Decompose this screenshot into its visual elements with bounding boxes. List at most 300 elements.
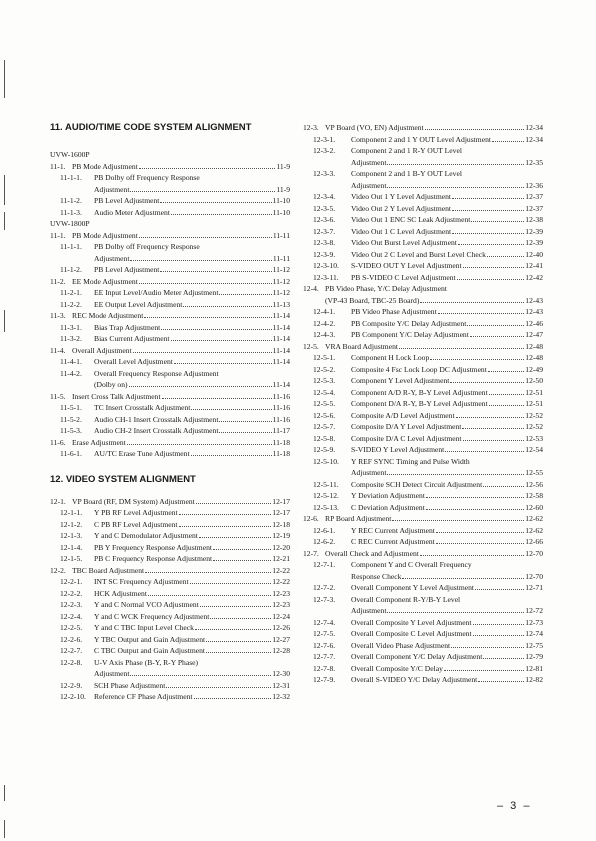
entry-title: AU/TC Erase Tune Adjustment	[94, 449, 190, 458]
toc-entry	[303, 193, 543, 201]
leader-dots	[191, 404, 271, 410]
entry-number: 12-3-5.	[313, 203, 336, 213]
entry-number: 12-3-2.	[313, 146, 336, 155]
entry-title: S-VIDEO OUT Y Level Adjustment	[351, 261, 462, 270]
entry-title: TBC Board Adjustment	[72, 565, 145, 575]
toc-entry	[50, 670, 290, 678]
toc-entry	[303, 527, 543, 535]
binder-mark	[4, 175, 5, 205]
entry-title: Overall Video Phase Adjustment	[351, 640, 451, 650]
entry-number: 12-5-9.	[313, 445, 336, 454]
entry-page: 12-35	[525, 157, 543, 167]
entry-number: 12-6-1.	[313, 525, 336, 535]
leader-dots	[200, 601, 271, 607]
entry-title: Y REC Current Adjustment	[351, 525, 435, 535]
toc-entry	[50, 613, 290, 621]
toc-entry	[50, 289, 290, 297]
toc-entry	[303, 331, 543, 339]
entry-title: UVW-1800P	[50, 219, 90, 228]
entry-title: VP Board (RF, DM System) Adjustment	[72, 496, 195, 506]
entry-number: 12-1-2.	[60, 519, 83, 529]
entry-page: 12-34	[525, 123, 543, 132]
entry-page: 12-26	[272, 623, 290, 632]
entry-title: S-VIDEO Y Level Adjustment	[351, 445, 445, 454]
toc-entry	[50, 498, 290, 506]
entry-page: 12-70	[525, 571, 543, 581]
entry-title: PB Y Frequency Response Adjustment	[94, 542, 212, 552]
entry-number: 11-4.	[50, 345, 66, 355]
entry-page: 12-24	[272, 611, 290, 621]
entry-page: 12-54	[525, 445, 543, 454]
entry-title: Video Out 1 Y Level Adjustment	[351, 192, 452, 201]
leader-dots	[473, 619, 525, 625]
toc-entry	[50, 509, 290, 517]
entry-title: C TBC Output and Gain Adjustment	[94, 646, 206, 655]
entry-title: UVW-1600P	[50, 150, 90, 159]
entry-number: 12-7-5.	[313, 629, 336, 638]
entry-number: 12-5-12.	[313, 491, 339, 500]
entry-page: 11-16	[272, 403, 290, 412]
toc-entry	[50, 624, 290, 632]
toc-entry	[303, 515, 543, 523]
entry-page: 12-72	[525, 606, 543, 615]
entry-page: 12-42	[525, 272, 543, 282]
toc-entry	[50, 521, 290, 529]
entry-number: 11-6.	[50, 437, 66, 447]
toc-entry	[50, 243, 290, 251]
leader-dots	[426, 504, 524, 510]
entry-number: 11-5-1.	[60, 403, 82, 412]
entry-title: Composite D/A C Level Adjustment	[351, 433, 462, 443]
entry-title: U-V Axis Phase (B-Y, R-Y Phase)	[94, 657, 199, 667]
entry-title: Video Out Burst Level Adjustment	[351, 238, 457, 247]
entry-number: 12-1-4.	[60, 542, 83, 552]
binder-mark	[4, 60, 5, 98]
leader-dots	[471, 216, 524, 222]
entry-number: 12-5.	[303, 341, 319, 351]
entry-title: Audio Meter Adjustment	[94, 207, 170, 217]
entry-page: 12-17	[272, 508, 290, 517]
entry-title: Adjustment	[351, 157, 387, 167]
toc-entry	[303, 354, 543, 362]
entry-number: 12-2-3.	[60, 600, 83, 609]
leader-dots	[452, 228, 524, 234]
toc-entry	[50, 278, 290, 286]
toc-entry	[303, 297, 543, 305]
entry-page: 11-13	[272, 299, 290, 309]
toc-entry	[50, 439, 290, 447]
leader-dots	[483, 653, 524, 659]
entry-number: 12-5-8.	[313, 433, 336, 443]
entry-number: 12-3-1.	[313, 134, 336, 144]
leader-dots	[171, 209, 272, 215]
entry-page: 11-12	[272, 276, 290, 286]
entry-page: 12-46	[525, 318, 543, 328]
entry-page: 11-14	[272, 322, 290, 332]
entry-page: 12-39	[525, 238, 543, 247]
entry-number: 12-3-4.	[313, 192, 336, 201]
entry-title: PB Dolby off Frequency Response	[94, 173, 200, 182]
entry-title: Audio CH-1 Insert Crosstalk Adjustment	[94, 414, 219, 424]
toc-entry	[303, 343, 543, 351]
leader-dots	[456, 412, 525, 418]
toc-entry	[50, 232, 290, 240]
leader-dots	[179, 509, 272, 515]
toc-entry	[303, 561, 543, 569]
entry-number: 12-2-1.	[60, 577, 83, 586]
entry-title: Adjustment	[94, 669, 130, 678]
entry-title: PB C Frequency Response Adjustment	[94, 554, 213, 563]
entry-title: SCH Phase Adjustment	[94, 680, 166, 690]
leader-dots	[213, 544, 271, 550]
leader-dots	[127, 439, 272, 445]
entry-title: Overall Composite Y Level Adjustment	[351, 617, 472, 627]
entry-title: PB Level Adjustment	[94, 196, 160, 205]
toc-entry	[50, 186, 290, 194]
entry-title: PB Video Phase, Y/C Delay Adjustment	[325, 284, 447, 293]
entry-title: Video Out 1 ENC SC Leak Adjustment	[351, 215, 471, 224]
entry-title: Overall S-VIDEO Y/C Delay Adjustment	[351, 675, 478, 684]
leader-dots	[199, 532, 271, 538]
toc-entry	[303, 412, 543, 420]
toc-entry	[303, 136, 543, 144]
toc-entry	[303, 389, 543, 397]
entry-title: REC Mode Adjustment	[72, 311, 144, 320]
entry-title: INT SC Frequency Adjustment	[94, 577, 189, 586]
entry-title: PB Mode Adjustment	[72, 230, 138, 240]
entry-number: 11-3.	[50, 311, 66, 320]
toc-entry	[50, 209, 290, 217]
entry-title: Component H Lock Loop	[351, 353, 430, 362]
entry-title: Overall Component Y Level Adjustment	[351, 583, 475, 592]
entry-page: 12-47	[525, 330, 543, 339]
entry-page: 11-9	[276, 161, 290, 171]
entry-title: Composite D/A Y Level Adjustment	[351, 422, 462, 431]
entry-number: 11-3-1.	[60, 322, 82, 332]
entry-title: Bias Current Adjustment	[94, 334, 170, 343]
entry-page: 12-56	[525, 479, 543, 489]
entry-page: 12-66	[525, 537, 543, 546]
toc-entry	[303, 538, 543, 546]
leader-dots	[144, 312, 271, 318]
leader-dots	[462, 423, 524, 429]
leader-dots	[190, 578, 272, 584]
entry-page: 12-23	[272, 588, 290, 598]
entry-title: Y and C WCK Frequency Adjustment	[94, 611, 210, 621]
toc-entry	[303, 550, 543, 558]
leader-dots	[139, 163, 276, 169]
leader-dots	[452, 205, 524, 211]
entry-number: 12-5-3.	[313, 376, 336, 385]
toc-entry	[50, 427, 290, 435]
entry-title: RP Board Adjustment	[325, 514, 392, 523]
entry-number: 11-1-1.	[60, 242, 82, 251]
entry-title: Overall Level Adjustment	[94, 357, 173, 366]
entry-page: 12-48	[525, 341, 543, 351]
entry-page: 11-16	[272, 414, 290, 424]
entry-title: Composite A/D Level Adjustment	[351, 410, 455, 420]
toc-entry	[50, 163, 290, 171]
leader-dots	[445, 446, 524, 452]
entry-number: 11-5-3.	[60, 426, 82, 435]
entry-title: Erase Adjustment	[72, 437, 126, 447]
leader-dots	[392, 515, 524, 521]
entry-number: 11-1.	[50, 230, 66, 240]
toc-entry	[50, 555, 290, 563]
toc-entry	[303, 147, 543, 155]
leader-dots	[130, 670, 271, 676]
entry-title: Component Y Level Adjustment	[351, 376, 450, 385]
leader-dots	[467, 320, 524, 326]
entry-number: 12-7-7.	[313, 652, 336, 661]
entry-number: 11-2.	[50, 276, 66, 286]
entry-title: (Dolby on)	[94, 380, 128, 389]
entry-page: 12-21	[272, 554, 290, 563]
entry-page: 11-12	[272, 265, 290, 274]
toc-entry	[50, 682, 290, 690]
toc-entry	[50, 590, 290, 598]
entry-number: 12-2-8.	[60, 657, 83, 667]
leader-dots	[161, 324, 271, 330]
leader-dots	[387, 182, 524, 188]
entry-page: 11-10	[272, 196, 290, 205]
entry-number: 12-1-1.	[60, 508, 83, 517]
entry-number: 12-5-7.	[313, 422, 336, 431]
leader-dots	[196, 498, 272, 504]
leader-dots	[426, 492, 524, 498]
leader-dots	[130, 255, 271, 261]
entry-page: 12-30	[272, 669, 290, 678]
entry-title: C PB RF Level Adjustment	[94, 519, 178, 529]
entry-title: Y PB RF Level Adjustment	[94, 508, 178, 517]
toc-entry	[50, 416, 290, 424]
entry-page: 12-27	[272, 634, 290, 644]
entry-page: 11-16	[272, 391, 290, 401]
entry-number: 11-1-2.	[60, 265, 82, 274]
leader-dots	[451, 642, 524, 648]
leader-dots	[487, 251, 524, 257]
entry-page: 12-36	[525, 180, 543, 190]
toc-entry	[50, 659, 290, 667]
entry-number: 12-7-6.	[313, 640, 336, 650]
leader-dots	[425, 124, 525, 130]
leader-dots	[129, 381, 272, 387]
entry-number: 12-5-4.	[313, 387, 336, 397]
entry-number: 12-5-2.	[313, 364, 336, 374]
toc-entry	[303, 377, 543, 385]
toc-entry	[303, 446, 543, 454]
toc-entry	[50, 347, 290, 355]
leader-dots	[219, 427, 271, 433]
leader-dots	[162, 393, 272, 399]
entry-number: 12-6.	[303, 514, 319, 523]
entry-title: Overall Component Y/C Delay Adjustment	[351, 652, 483, 661]
toc-entry	[303, 435, 543, 443]
entry-page: 12-82	[525, 675, 543, 684]
entry-page: 12-62	[525, 514, 543, 523]
toc-entry	[50, 335, 290, 343]
entry-page: 12-41	[525, 261, 543, 270]
toc-entry	[50, 381, 290, 389]
entry-number: 12-2-2.	[60, 588, 83, 598]
entry-page: 12-32	[272, 692, 290, 701]
toc-entry	[303, 481, 543, 489]
entry-page: 12-28	[272, 646, 290, 655]
entry-number: 11-4-1.	[60, 357, 82, 366]
toc-entry	[303, 366, 543, 374]
toc-entry	[303, 584, 543, 592]
toc-entry	[303, 492, 543, 500]
entry-title: TC Insert Crosstalk Adjustment	[94, 403, 191, 412]
entry-number: 12-3.	[303, 123, 319, 132]
entry-page: 12-34	[525, 134, 543, 144]
leader-dots	[489, 400, 525, 406]
entry-page: 11-14	[272, 345, 290, 355]
entry-title: Adjustment	[351, 180, 387, 190]
leader-dots	[463, 435, 525, 441]
entry-number: 12-6-2.	[313, 537, 336, 546]
toc-entry	[50, 358, 290, 366]
leader-dots	[171, 335, 272, 341]
entry-title: Composite 4 Fsc Lock Loop DC Adjustment	[351, 364, 487, 374]
toc-entry	[50, 601, 290, 609]
toc-entry	[50, 324, 290, 332]
leader-dots	[206, 636, 271, 642]
toc-entry	[50, 404, 290, 412]
toc-entry	[50, 197, 290, 205]
entry-number: 12-5-5.	[313, 399, 336, 408]
toc-entry	[50, 578, 290, 586]
entry-number: 12-2-6.	[60, 634, 83, 644]
entry-number: 11-5-2.	[60, 414, 82, 424]
toc-entry	[303, 423, 543, 431]
entry-number: 12-5-11.	[313, 479, 339, 489]
binder-mark	[4, 820, 5, 838]
leader-dots	[145, 567, 271, 573]
toc-entry	[303, 205, 543, 213]
entry-number: 11-2-1.	[60, 288, 82, 297]
toc-entry	[50, 151, 290, 159]
toc-entry	[303, 630, 543, 638]
leader-dots	[420, 297, 524, 303]
entry-number: 12-3-7.	[313, 226, 336, 236]
leader-dots	[450, 377, 524, 383]
entry-title: PB Video Phase Adjustment	[351, 307, 437, 316]
entry-title: Adjustment	[351, 606, 387, 615]
entry-title: VP Board (VO, EN) Adjustment	[325, 123, 424, 132]
entry-number: 12-7-1.	[313, 560, 336, 569]
entry-number: 11-4-2.	[60, 368, 82, 378]
entry-page: 12-38	[525, 215, 543, 224]
toc-entry	[50, 174, 290, 182]
leader-dots	[213, 555, 271, 561]
entry-number: 12-7.	[303, 548, 319, 558]
leader-dots	[166, 682, 271, 688]
toc-entry	[303, 170, 543, 178]
toc-entry	[50, 312, 290, 320]
leader-dots	[387, 159, 524, 165]
entry-number: 12-7-3.	[313, 594, 336, 604]
entry-title: VRA Board Adjustment	[325, 341, 398, 351]
entry-title: Component A/D R-Y, B-Y Level Adjustment	[351, 387, 488, 397]
entry-title: Video Out 2 Y Level Adjustment	[351, 203, 452, 213]
binder-mark	[4, 785, 5, 801]
entry-title: Reference CF Phase Adjustment	[94, 692, 193, 701]
entry-page: 12-70	[525, 548, 543, 558]
entry-page: 12-39	[525, 226, 543, 236]
toc-entry	[303, 228, 543, 236]
leader-dots	[133, 347, 272, 353]
leader-dots	[420, 550, 524, 556]
toc-entry	[50, 532, 290, 540]
entry-title: PB Mode Adjustment	[72, 161, 138, 171]
entry-title: PB S-VIDEO C Level Adjustment	[351, 272, 456, 282]
leader-dots	[489, 389, 525, 395]
entry-number: 12-2-5.	[60, 623, 83, 632]
toc-entry	[50, 647, 290, 655]
entry-title: EE Input Level/Audio Meter Adjustment	[94, 288, 219, 297]
toc-entry	[303, 274, 543, 282]
toc-entry	[303, 124, 543, 132]
entry-page: 12-62	[525, 525, 543, 535]
entry-title: Insert Cross Talk Adjustment	[72, 391, 161, 401]
entry-number: 12-4.	[303, 284, 319, 293]
entry-number: 12-4-2.	[313, 318, 336, 328]
entry-title: Y and C TBC Input Level Check	[94, 623, 194, 632]
entry-title: HCK Adjustment	[94, 588, 147, 598]
entry-title: EE Output Level Adjustment	[94, 299, 183, 309]
leader-dots	[387, 607, 524, 613]
entry-page: 12-43	[525, 307, 543, 316]
entry-page: 11-14	[272, 311, 290, 320]
entry-number: 12-7-4.	[313, 617, 336, 627]
entry-number: 11-1-2.	[60, 196, 82, 205]
entry-number: 12-7-9.	[313, 675, 336, 684]
entry-page: 11-14	[272, 380, 290, 389]
leader-dots	[130, 186, 275, 192]
entry-page: 12-22	[272, 577, 290, 586]
entry-title: Audio CH-2 Insert Crosstalk Adjustment	[94, 426, 219, 435]
entry-title: PB Level Adjustment	[94, 265, 160, 274]
entry-title: Adjustment	[351, 468, 387, 477]
entry-title: PB Dolby off Frequency Response	[94, 242, 200, 251]
entry-number: 12-5-10.	[313, 456, 339, 466]
entry-number: 12-1.	[50, 496, 66, 506]
toc-entry	[303, 182, 543, 190]
leader-dots	[457, 274, 525, 280]
entry-number: 12-2-9.	[60, 680, 83, 690]
entry-number: 12-5-1.	[313, 353, 336, 362]
leader-dots	[399, 343, 524, 349]
leader-dots	[179, 521, 272, 527]
entry-number: 12-3-9.	[313, 249, 336, 259]
toc-entry	[303, 216, 543, 224]
entry-number: 12-1-3.	[60, 531, 83, 540]
entry-page: 12-19	[272, 531, 290, 540]
leader-dots	[475, 584, 524, 590]
leader-dots	[206, 647, 271, 653]
leader-dots	[194, 693, 272, 699]
leader-dots	[402, 573, 524, 579]
toc-entry	[303, 285, 543, 293]
leader-dots	[191, 450, 272, 456]
entry-page: 12-75	[525, 640, 543, 650]
entry-number: 11-2-2.	[60, 299, 82, 309]
entry-number: 12-3-8.	[313, 238, 336, 247]
entry-number: 11-5.	[50, 391, 66, 401]
leader-dots	[438, 308, 525, 314]
entry-title: Adjustment	[94, 184, 130, 194]
